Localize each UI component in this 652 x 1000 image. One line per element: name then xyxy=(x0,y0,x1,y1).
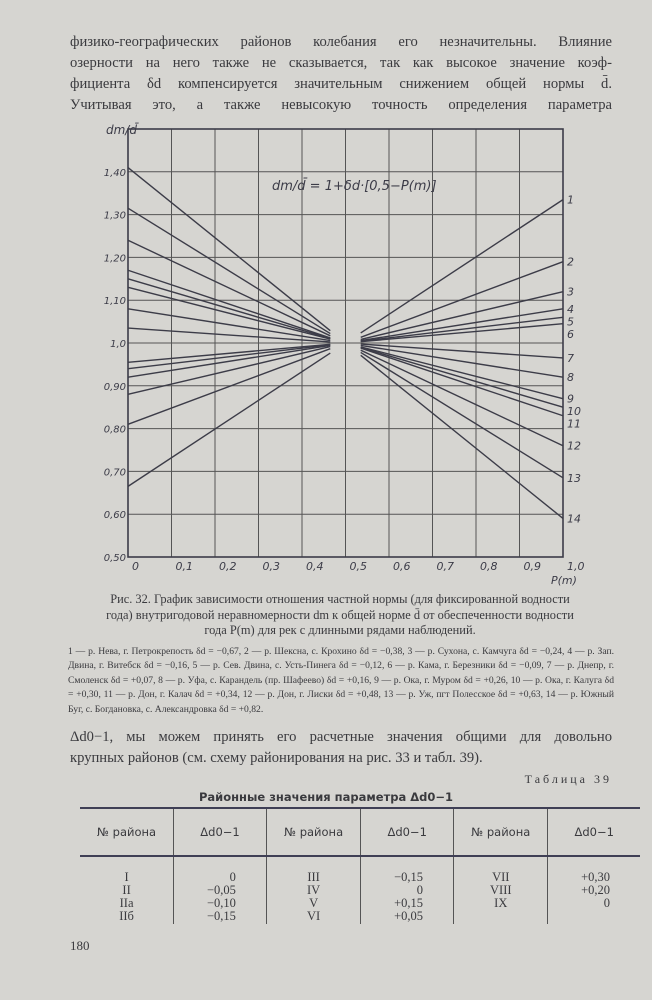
series-label: 11 xyxy=(567,417,581,431)
x-tick-label: 0,5 xyxy=(349,560,367,573)
series-label: 10 xyxy=(567,405,581,419)
series-label: 1 xyxy=(567,193,574,207)
y-tick-label: 0,70 xyxy=(103,467,126,479)
x-tick-label: 0 xyxy=(132,560,139,573)
figure-caption: Рис. 32. График зависимости отношения частной нормы (для фиксированной водности года) внутригодовой неравномерности dm к общей норме d̄ от обеспеченности водности года P(m) для рек с длинными рядами наблюдений. xyxy=(106,592,574,637)
series-label: 2 xyxy=(567,255,574,269)
series-label: 6 xyxy=(567,327,574,341)
table-cell: −0,15 0 +0,15 +0,05 xyxy=(361,856,454,924)
header-cell: № района xyxy=(80,808,174,856)
series-label: 8 xyxy=(567,371,574,385)
series-line-left-13 xyxy=(128,208,330,333)
x-axis-label: P(m) xyxy=(551,574,577,587)
header-cell: Δd0−1 xyxy=(174,808,267,856)
x-tick-label: 0,7 xyxy=(436,560,454,573)
series-label: 3 xyxy=(567,285,574,299)
header-cell: № района xyxy=(266,808,360,856)
y-tick-label: 1,0 xyxy=(110,339,126,350)
y-axis-label: dm/d̄ xyxy=(106,123,137,137)
header-cell: Δd0−1 xyxy=(361,808,454,856)
series-label: 13 xyxy=(567,471,581,485)
series-line-right-5 xyxy=(361,317,563,341)
y-tick-label: 0,80 xyxy=(103,424,126,436)
table-cell: 0 −0,05 −0,10 −0,15 xyxy=(174,856,267,924)
text-line: Δd0−1, мы можем принять его расчетные значения общими для довольно xyxy=(70,729,612,745)
header-cell: Δd0−1 xyxy=(548,808,640,856)
table-cell: +0,30 +0,20 0 xyxy=(548,856,640,924)
table-number: Таблица 39 xyxy=(524,772,612,786)
x-tick-label: 0,2 xyxy=(219,560,237,573)
series-line-right-14 xyxy=(361,355,563,518)
x-tick-label: 0,9 xyxy=(523,560,541,573)
series-line-left-5 xyxy=(128,345,330,369)
series-label: 12 xyxy=(567,439,581,453)
series-line-left-11 xyxy=(128,270,330,338)
header-cell: № района xyxy=(454,808,548,856)
table-cell: III IV V VI xyxy=(266,856,360,924)
y-tick-label: 1,40 xyxy=(103,167,126,179)
formula-annotation: dm/d̄ = 1+δd·[0,5−P(m)] xyxy=(272,179,437,194)
text-line: физико-географических районов колебания его незначительны. Влияние xyxy=(70,34,612,50)
page-number: 180 xyxy=(70,938,90,953)
x-tick-label: 0,8 xyxy=(480,560,498,573)
text-line: фициента δd компенсируется значительным снижением общей нормы d̄. xyxy=(70,76,612,92)
x-tick-label: 0,3 xyxy=(262,560,280,573)
y-tick-label: 1,30 xyxy=(103,210,126,222)
series-line-right-11 xyxy=(361,348,563,416)
x-tick-label: 0,6 xyxy=(393,560,411,573)
series-label: 4 xyxy=(567,302,574,316)
table-cell: VII VIII IX xyxy=(454,856,548,924)
text-line: озерности на него также не сказывается, так как высокое значение коэф- xyxy=(70,55,612,71)
district-values-table xyxy=(80,807,640,924)
series-line-right-13 xyxy=(361,352,563,477)
text-line: Учитывая это, а также невысокую точность определения параметра xyxy=(70,97,612,113)
text-line: крупных районов (см. схему районирования на рис. 33 и табл. 39). xyxy=(70,750,483,766)
x-tick-label: 1,0 xyxy=(567,560,585,573)
y-tick-label: 1,10 xyxy=(103,296,126,308)
figure-legend: 1 — р. Нева, г. Петрокрепость δd = −0,67, 2 — р. Шексна, с. Крохино δd = −0,38, 3 — р. Сухона, с. Камчуга δd = −0,24, 4 — р. Зап. Двина, г. Витебск δd = −0,16, 5 — р. Сев. Двина, с. Усть-Пинега δd = −0,12, 6 — р. Кама, г. Березники δd = −0,09, 7 — р. Днепр, г. Смоленск δd = +0,07, 8 — р. Уфа, с. Карандель (пр. Шафеево) δd = +0,16, 9 — р. Ока, г. Муром δd = +0,26, 10 — р. Ока, г. Калуга δd = +0,30, 11 — р. Дон, г. Калач δd = +0,34, 12 — р. Дон, г. Лиски δd = +0,48, 13 — р. Уж, пгт Полесское δd = +0,63, 14 — р. Южный Буг, с. Богдановка, с. Александровка δd = +0,82. xyxy=(68,645,614,715)
series-label: 5 xyxy=(567,315,574,329)
table-header-row xyxy=(80,808,640,856)
table-row xyxy=(80,856,640,924)
lower-content xyxy=(0,592,652,954)
x-tick-label: 0,1 xyxy=(175,560,193,573)
table-title: Районные значения параметра Δd0−1 xyxy=(198,790,454,804)
table-cell: I II IIа IIб xyxy=(119,870,134,923)
series-label: 7 xyxy=(567,351,574,365)
y-tick-label: 0,90 xyxy=(103,381,126,393)
series-label: 14 xyxy=(567,512,581,526)
y-tick-label: 0,60 xyxy=(103,510,126,522)
y-tick-label: 1,20 xyxy=(103,253,126,265)
series-label: 9 xyxy=(567,392,574,406)
y-tick-label: 0,50 xyxy=(103,553,126,564)
x-tick-label: 0,4 xyxy=(306,560,324,573)
middle-paragraph xyxy=(70,727,612,769)
